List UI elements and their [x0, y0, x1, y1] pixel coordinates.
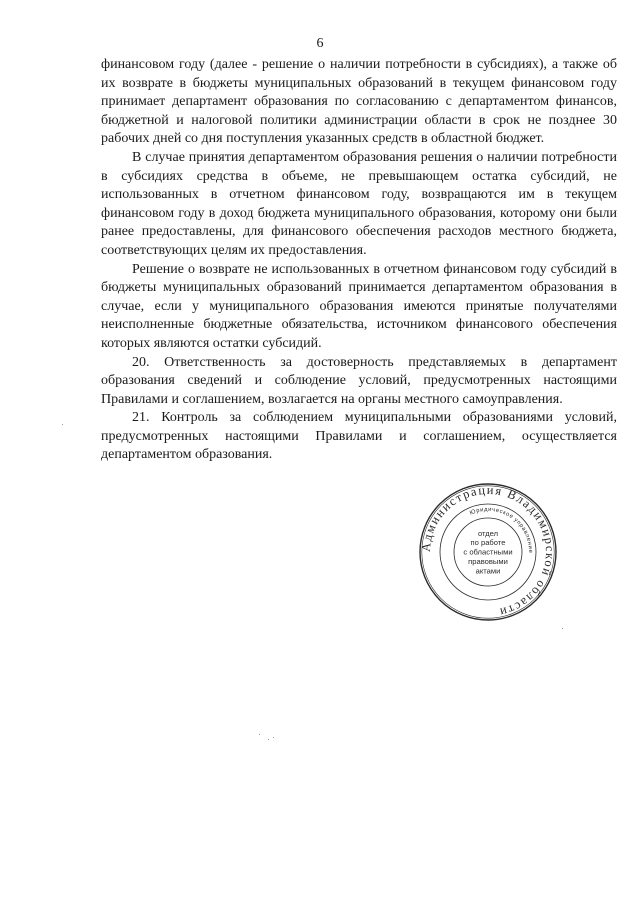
- official-seal: [418, 482, 558, 622]
- seal-center-line: с областными: [463, 547, 513, 557]
- seal-center-line: правовыми: [468, 557, 508, 566]
- page-number: 6: [316, 36, 324, 51]
- scan-speck: [259, 734, 260, 735]
- scan-speck: [62, 424, 63, 425]
- paragraph-item-20-responsibility: 20. Ответственность за достоверность представляемых в департамент образования сведений и соблюдение условий, предусмотренных настоящими Правилами и соглашением, возлагается на органы местного самоуправления.: [101, 354, 617, 407]
- paragraph-continuation: финансовом году (далее - решение о наличии потребности в субсидиях), а также об их возврате в бюджеты муниципальных образований в текущем финансовом году принимает департамент образования по согласованию с департаментом финансов, бюджетной и налоговой политики администрации области в срок не позднее 30 рабочих дней со дня поступления указанных средств в областной бюджет.: [101, 57, 617, 147]
- seal-center-line: актами: [475, 566, 501, 576]
- paragraph-item-21-control: 21. Контроль за соблюдением муниципальными образованиями условий, предусмотренных настоящими Правилами и соглашением, осуществляется департаментом образования.: [101, 410, 617, 463]
- seal-outer-ring-text: Администрация Владимирской области: [418, 482, 558, 620]
- paragraph-return-decision: Решение о возврате не использованных в отчетном финансовом году субсидий в бюджеты муниципальных образований принимается департаментом образования в случае, если у муниципального образования имеются принятые получателями неисполненные бюджетные обязательства, источником финансового обеспечения которых являются остатки субсидий.: [101, 261, 617, 351]
- seal-center-line: отдел: [477, 528, 499, 538]
- seal-center-text: [463, 529, 512, 576]
- scan-speck: [562, 628, 563, 629]
- paragraph-subsidy-need-decision: В случае принятия департаментом образования решения о наличии потребности в субсидиях средства в объеме, не превышающем остатка субсидий, не использованных в отчетном финансовом году, возвращаются им в текущем финансовом году в доход бюджета муниципального образования, которому они были ранее предоставлены, для финансового обеспечения расходов местного бюджета, соответствующих целям их предоставления.: [101, 149, 617, 258]
- scan-speck: [268, 739, 269, 740]
- scan-speck: [273, 737, 274, 738]
- seal-graphic: [418, 482, 558, 622]
- seal-center-line: по работе: [470, 538, 506, 548]
- document-body: [101, 56, 617, 465]
- seal-inner-ring-text: Юридическое управление: [469, 506, 534, 554]
